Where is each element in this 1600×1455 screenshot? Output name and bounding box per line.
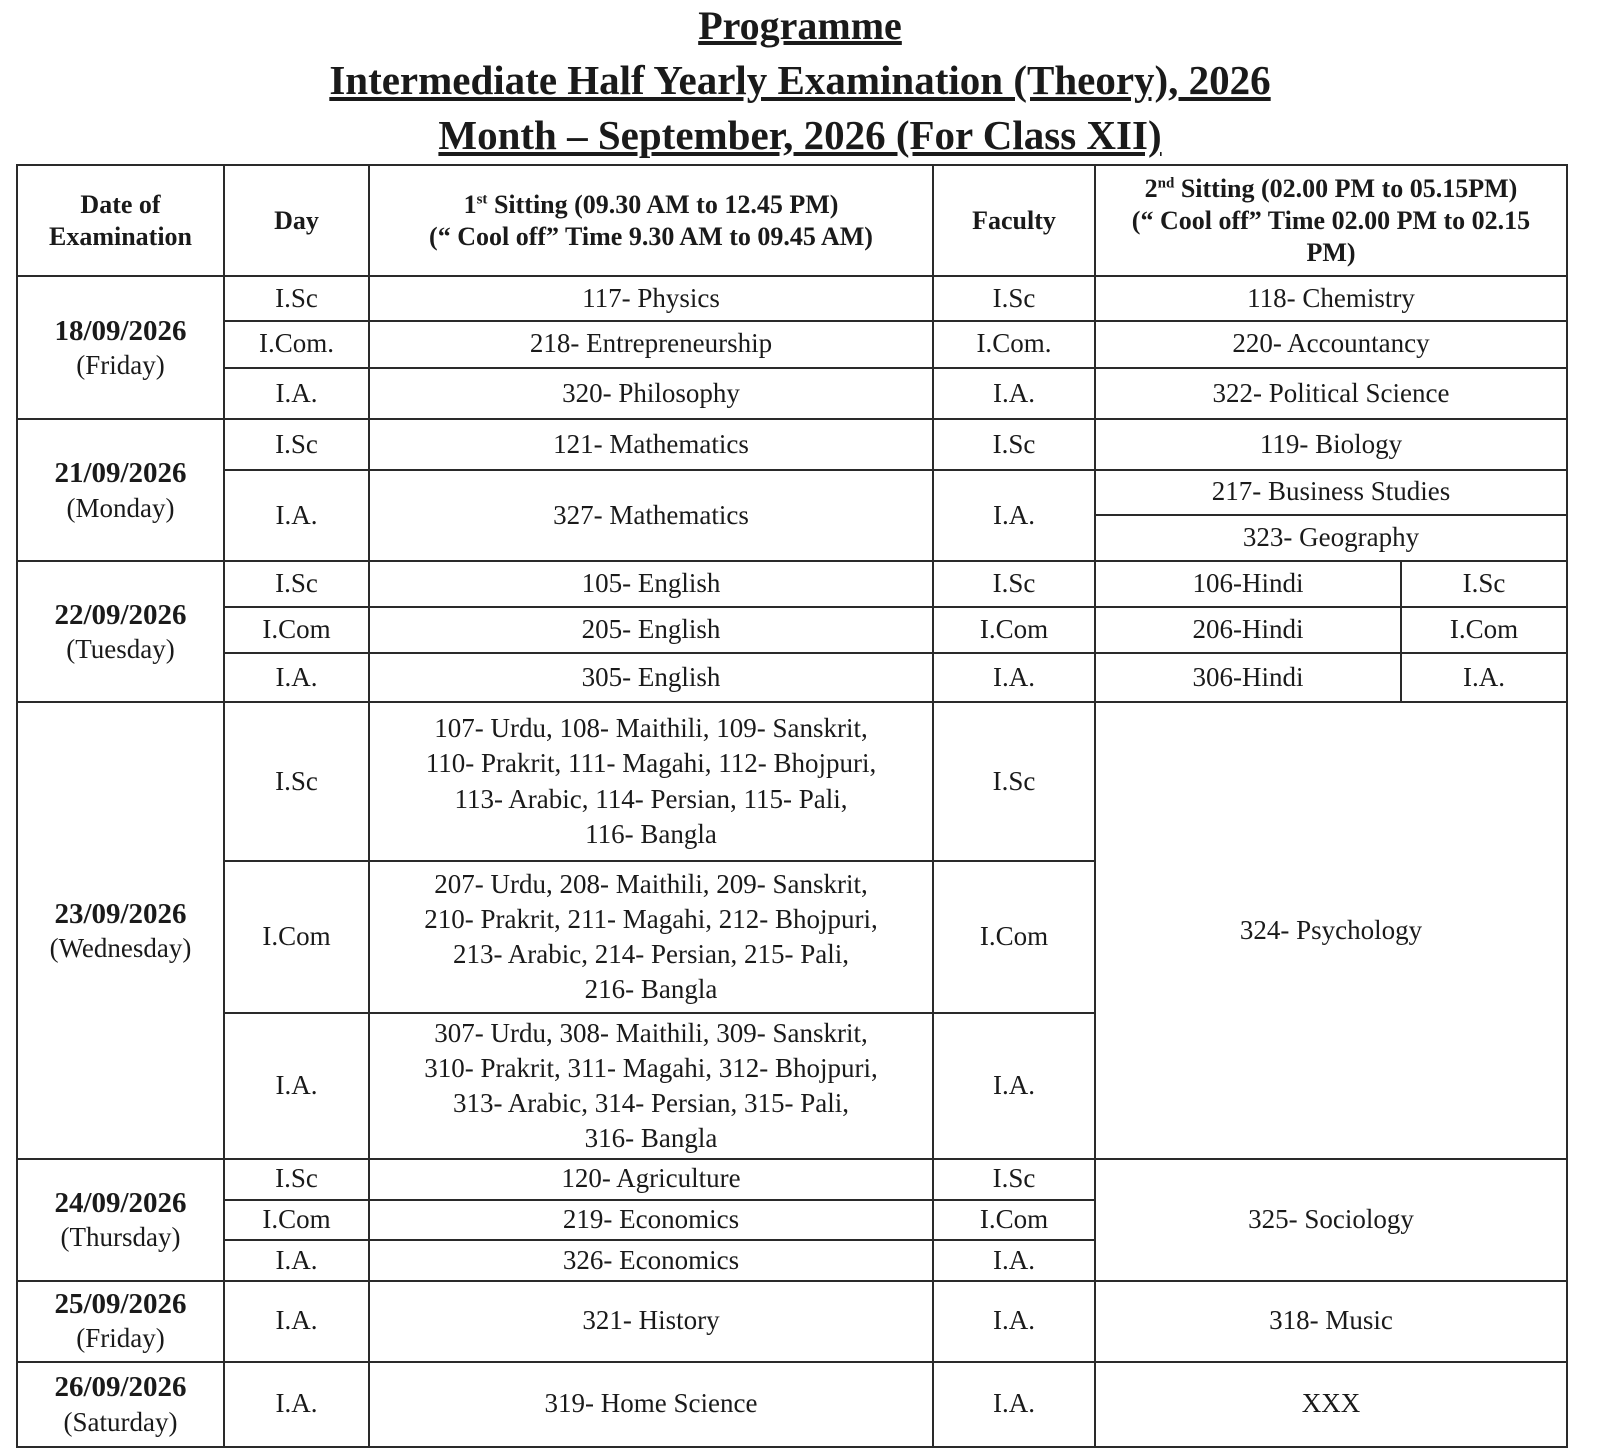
header-row [17,165,1567,276]
table-row [17,321,1567,368]
second-sitting-cell: 318- Music [1095,1281,1567,1362]
faculty-cell: I.Sc [933,1159,1095,1200]
exam-schedule-table [16,164,1568,1448]
heading-month: Month – September, 2026 (For Class XII) [438,112,1162,158]
table-row [17,1281,1567,1362]
table-row [17,1362,1567,1447]
table-row [17,419,1567,470]
faculty-cell: I.Com [933,1200,1095,1241]
faculty-cell: I.Sc [224,1159,369,1200]
second-sitting-cell: 220- Accountancy [1095,321,1567,368]
table-row [17,276,1567,321]
first-sitting-cell: 219- Economics [369,1200,933,1241]
exam-date-cell: 25/09/2026 (Friday) [17,1281,224,1362]
table-row [17,561,1567,607]
second-sitting-cell: 118- Chemistry [1095,276,1567,321]
table-row [17,653,1567,702]
faculty-cell: I.A. [933,1013,1095,1159]
exam-date-cell: 26/09/2026 (Saturday) [17,1362,224,1447]
first-sitting-cell: 207- Urdu, 208- Maithili, 209- Sanskrit, 210- Prakrit, 211- Magahi, 212- Bhojpuri, 213- Arabic, 214- Persian, 215- Pali, 216- Bangla [369,861,933,1013]
second-sitting-cell: 217- Business Studies [1095,470,1567,515]
faculty-cell: I.Com [224,861,369,1013]
first-sitting-cell: 305- English [369,653,933,702]
second-sitting-faculty-cell: I.A. [1401,653,1567,702]
document-heading [0,3,1600,158]
faculty-cell: I.Com [933,607,1095,654]
second-sitting-cell: 322- Political Science [1095,368,1567,420]
first-sitting-cell: 320- Philosophy [369,368,933,420]
second-sitting-cell: 324- Psychology [1095,702,1567,1159]
faculty-cell: I.Com [224,607,369,654]
faculty-cell: I.A. [933,653,1095,702]
second-sitting-faculty-cell: I.Com [1401,607,1567,654]
exam-date-cell: 21/09/2026 (Monday) [17,419,224,561]
first-sitting-cell: 107- Urdu, 108- Maithili, 109- Sanskrit, 110- Prakrit, 111- Magahi, 112- Bhojpuri, 113- Arabic, 114- Persian, 115- Pali, 116- Bangla [369,702,933,861]
faculty-cell: I.Sc [224,702,369,861]
first-sitting-cell: 105- English [369,561,933,607]
faculty-cell: I.Com. [933,321,1095,368]
faculty-cell: I.A. [933,368,1095,420]
header-day: Day [224,165,369,276]
header-date: Date of Examination [17,165,224,276]
faculty-cell: I.Sc [933,419,1095,470]
first-sitting-cell: 218- Entrepreneurship [369,321,933,368]
faculty-cell: I.A. [224,1013,369,1159]
faculty-cell: I.A. [933,1362,1095,1447]
faculty-cell: I.Sc [933,561,1095,607]
header-faculty: Faculty [933,165,1095,276]
faculty-cell: I.Sc [224,419,369,470]
header-second-sitting: 2nd Sitting (02.00 PM to 05.15PM) (“ Cool off” Time 02.00 PM to 02.15 PM) [1095,165,1567,276]
exam-date-cell: 23/09/2026 (Wednesday) [17,702,224,1159]
first-sitting-cell: 205- English [369,607,933,654]
table-row [17,607,1567,654]
first-sitting-cell: 307- Urdu, 308- Maithili, 309- Sanskrit, 310- Prakrit, 311- Magahi, 312- Bhojpuri, 313- Arabic, 314- Persian, 315- Pali, 316- Bangla [369,1013,933,1159]
faculty-cell: I.A. [933,1240,1095,1281]
second-sitting-cell: 325- Sociology [1095,1159,1567,1281]
second-sitting-cell: XXX [1095,1362,1567,1447]
second-sitting-cell: 119- Biology [1095,419,1567,470]
header-first-sitting: 1st Sitting (09.30 AM to 12.45 PM) (“ Cool off” Time 9.30 AM to 09.45 AM) [369,165,933,276]
first-sitting-cell: 117- Physics [369,276,933,321]
faculty-cell: I.Sc [933,702,1095,861]
faculty-cell: I.A. [224,1240,369,1281]
first-sitting-cell: 121- Mathematics [369,419,933,470]
faculty-cell: I.Com [224,1200,369,1241]
faculty-cell: I.Sc [933,276,1095,321]
faculty-cell: I.Com [933,861,1095,1013]
exam-date-cell: 24/09/2026 (Thursday) [17,1159,224,1281]
faculty-cell: I.A. [224,368,369,420]
second-sitting-cell: 306-Hindi [1095,653,1401,702]
faculty-cell: I.A. [224,1362,369,1447]
first-sitting-cell: 321- History [369,1281,933,1362]
exam-date-cell: 22/09/2026 (Tuesday) [17,561,224,702]
heading-exam-name: Intermediate Half Yearly Examination (Theory), 2026 [329,57,1271,103]
second-sitting-faculty-cell: I.Sc [1401,561,1567,607]
table-row [17,368,1567,420]
faculty-cell: I.Sc [224,561,369,607]
faculty-cell: I.Sc [224,276,369,321]
table-row [17,1159,1567,1200]
exam-date-cell: 18/09/2026 (Friday) [17,276,224,419]
table-row [17,702,1567,861]
first-sitting-cell: 319- Home Science [369,1362,933,1447]
faculty-cell: I.A. [224,470,369,561]
faculty-cell: I.A. [933,470,1095,561]
second-sitting-cell: 206-Hindi [1095,607,1401,654]
first-sitting-cell: 327- Mathematics [369,470,933,561]
faculty-cell: I.A. [224,1281,369,1362]
faculty-cell: I.A. [933,1281,1095,1362]
first-sitting-cell: 326- Economics [369,1240,933,1281]
heading-programme: Programme [698,3,902,48]
table-row [17,470,1567,515]
first-sitting-cell: 120- Agriculture [369,1159,933,1200]
faculty-cell: I.Com. [224,321,369,368]
second-sitting-cell: 323- Geography [1095,515,1567,562]
second-sitting-cell: 106-Hindi [1095,561,1401,607]
faculty-cell: I.A. [224,653,369,702]
